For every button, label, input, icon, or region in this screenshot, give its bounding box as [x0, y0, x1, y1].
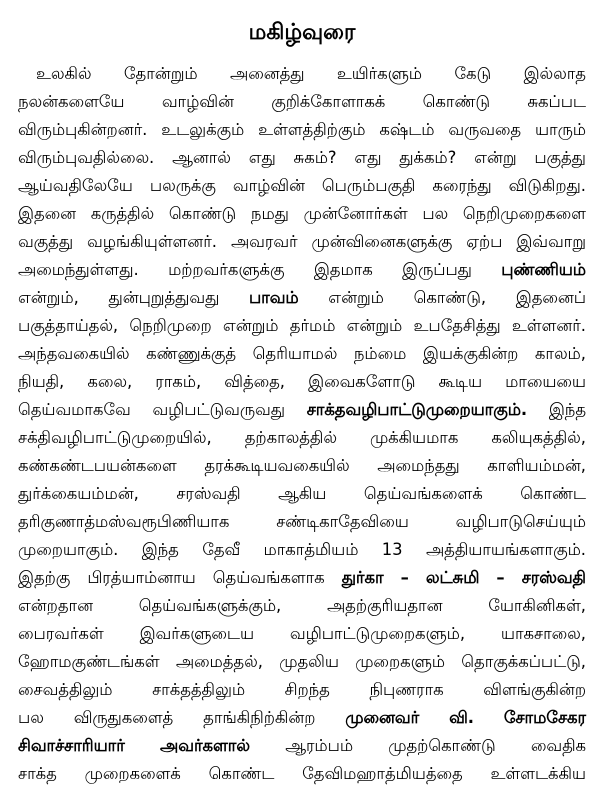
- word: தற்காலத்தில்: [244, 428, 337, 447]
- word: துர்க்கையம்மன்,: [18, 484, 139, 503]
- word: சாக்தத்திலும்: [152, 680, 246, 699]
- word: இந்த: [141, 540, 179, 559]
- word: சண்டிகாதேவியை: [276, 512, 409, 531]
- word: எது: [248, 148, 276, 167]
- word: இயக்குகின்ற: [422, 344, 519, 363]
- word: கலை,: [87, 372, 133, 391]
- word: வித்தை,: [224, 372, 286, 391]
- word: மாயையை: [505, 372, 586, 391]
- word: நலன்களையே: [18, 92, 125, 111]
- word: சிறந்த: [284, 680, 330, 699]
- word: பிரத்யாம்னாய: [87, 568, 196, 587]
- word: முன்னோர்கள்: [303, 204, 408, 223]
- text-line: [18, 256, 586, 284]
- word: தாங்கிநிற்கின்ற: [203, 708, 316, 727]
- word: தேவிமஹாத்மியத்தை: [302, 764, 463, 783]
- text-line: [18, 116, 586, 144]
- word: காளியம்மன்,: [487, 456, 586, 475]
- word: கரைந்து: [432, 176, 492, 195]
- word: அத்தியாயங்களாகும்.: [425, 540, 586, 559]
- word: ஏற்ப: [466, 232, 503, 251]
- word: என்றதான: [18, 596, 93, 615]
- word: உள்ளத்திற்கும்: [258, 120, 366, 139]
- text-line: [18, 592, 586, 620]
- word: கொண்ட: [520, 484, 586, 503]
- word: கண்ணுக்குத்: [146, 344, 237, 363]
- bold-word: சிவாச்சாரியார்: [18, 736, 125, 755]
- word: முறைகளைக்: [84, 764, 181, 783]
- bold-word: முனைவர்: [345, 708, 420, 727]
- word: உபதேசித்து: [413, 316, 501, 335]
- text-line: [18, 60, 586, 88]
- word: உடலுக்கும்: [161, 120, 245, 139]
- text-line: [18, 508, 586, 536]
- word: யாகசாலை,: [500, 624, 586, 643]
- text-line: [18, 312, 586, 340]
- word: பலருக்கு: [149, 176, 216, 195]
- word: துக்கம்?: [399, 148, 457, 167]
- word: வழிபட்டுவருவது: [152, 400, 285, 419]
- text-line: [18, 732, 586, 760]
- word: முதலிய: [279, 652, 339, 671]
- word: ஆரம்பம்: [285, 736, 354, 755]
- word: தெய்வங்களைக்: [363, 484, 483, 503]
- word: ஆய்வதிலேயே: [18, 176, 133, 195]
- word: பெரும்பகுதி: [321, 176, 416, 195]
- word: தோன்றும்: [123, 64, 198, 83]
- word: இதனை: [18, 204, 77, 223]
- text-line: [18, 200, 586, 228]
- bold-word: பாவம்: [248, 288, 299, 307]
- text-line: [18, 452, 586, 480]
- word: தெரியாமல்: [252, 344, 338, 363]
- word: பைரவர்கள்: [18, 624, 104, 643]
- word: துன்புறுத்துவது: [108, 288, 220, 307]
- word: விளங்குகின்ற: [483, 680, 586, 699]
- word: வகுத்து: [18, 232, 74, 251]
- word: ஹோமகுண்டங்கள்: [18, 652, 160, 671]
- bold-word: லட்சுமி: [425, 568, 480, 587]
- word: நம்மை: [353, 344, 407, 363]
- word: சைவத்திலும்: [18, 680, 113, 699]
- word: தெய்வங்களுக்கும்,: [138, 596, 282, 615]
- text-line: [18, 340, 586, 368]
- word: கொண்டு: [422, 92, 490, 111]
- word: அமைத்தல்,: [175, 652, 263, 671]
- word: ஆனால்: [172, 148, 231, 167]
- word: சுகம்?: [293, 148, 337, 167]
- text-line: [18, 228, 586, 256]
- word: இதமாக: [313, 260, 373, 279]
- word: என்று: [474, 148, 517, 167]
- word: விரும்புகின்றனர்.: [18, 120, 148, 139]
- word: உள்ளடக்கிய: [490, 764, 586, 783]
- word: மாகாத்மியம்: [263, 540, 359, 559]
- bold-word: வி.: [449, 708, 474, 727]
- word: அமைந்தது: [377, 456, 460, 475]
- text-line: [18, 144, 586, 172]
- word: இவைகளோடு: [308, 372, 416, 391]
- text-line: [18, 368, 586, 396]
- word: வழிபாட்டுமுறைகளும்,: [289, 624, 466, 643]
- word: அனைத்து: [230, 64, 305, 83]
- word: நெறிமுறை: [129, 316, 212, 335]
- word: வழிபாடுசெய்யும்: [455, 512, 586, 531]
- bold-word: புண்ணியம்: [501, 260, 586, 279]
- word: சக்திவழிபாட்டுமுறையில்,: [18, 428, 212, 447]
- bold-word: சோமசேகர: [503, 708, 586, 727]
- word: குறிக்கோளாகக்: [271, 92, 386, 111]
- word: அமைந்துள்ளது.: [18, 260, 139, 279]
- word: தர்மம்: [289, 316, 336, 335]
- word: முதற்கொண்டு: [388, 736, 496, 755]
- word: முறைகளும்: [355, 652, 445, 671]
- word: வழங்கியுள்ளனர்.: [87, 232, 217, 251]
- bold-word: அவர்களால்: [160, 736, 250, 755]
- word: இவர்களுடைய: [139, 624, 255, 643]
- word: யாரும்: [534, 120, 586, 139]
- word: இருப்பது: [402, 260, 472, 279]
- word: விருதுகளைத்: [73, 708, 174, 727]
- word: 13: [381, 540, 403, 559]
- word: முக்கியமாக: [369, 428, 459, 447]
- word: இதற்கு: [18, 568, 71, 587]
- word: எது: [354, 148, 382, 167]
- word: தரக்கூடியவகையில்: [204, 456, 350, 475]
- text-line: [18, 88, 586, 116]
- word: நெறிமுறைகளை: [462, 204, 586, 223]
- word: இவ்வாறு: [516, 232, 586, 251]
- bold-word: –: [400, 568, 409, 587]
- word: சரஸ்வதி: [176, 484, 241, 503]
- text-line: [18, 648, 586, 676]
- word: தெய்வங்களாக: [212, 568, 325, 587]
- word: இல்லாத: [523, 64, 586, 83]
- word: கண்கண்டபயன்களை: [18, 456, 177, 475]
- text-line: [18, 480, 586, 508]
- word: தொகுக்கப்பட்டு,: [461, 652, 586, 671]
- word: தரிகுணாத்மஸ்வரூபிணியாக: [18, 512, 230, 531]
- word: அதற்குரியதான: [326, 596, 443, 615]
- word: அவரவர்: [230, 232, 298, 251]
- word: காலம்,: [534, 344, 586, 363]
- word: உள்ளனர்.: [511, 316, 586, 335]
- word: உலகில்: [36, 64, 92, 83]
- text-line: [18, 536, 586, 564]
- page-title: மகிழ்வுரை: [248, 20, 356, 45]
- word: விரும்புவதில்லை.: [18, 148, 155, 167]
- word: பகுத்தாய்தல்,: [18, 316, 119, 335]
- word: இந்த: [548, 400, 586, 419]
- word: கேடு: [454, 64, 492, 83]
- word: ஆகிய: [278, 484, 327, 503]
- word: முன்வினைகளுக்கு: [311, 232, 453, 251]
- word: நிபுணராக: [369, 680, 444, 699]
- text-line: [18, 396, 586, 424]
- word: என்றும்,: [18, 288, 79, 307]
- word: சுகப்பட: [527, 92, 586, 111]
- word: இதனைப்: [515, 288, 586, 307]
- word: கூடிய: [438, 372, 483, 391]
- word: அந்தவகையில்: [18, 344, 130, 363]
- word: தெய்வமாகவே: [18, 400, 131, 419]
- text-line: [18, 620, 586, 648]
- word: வருவதை: [448, 120, 522, 139]
- word: கொண்டு: [168, 204, 237, 223]
- word: கலியுகத்தில்,: [491, 428, 586, 447]
- word: வாழ்வின்: [161, 92, 234, 111]
- bold-word: சரஸ்வதி: [521, 568, 586, 587]
- bold-word: சாக்தவழிபாட்டுமுறையாகும்.: [306, 400, 528, 419]
- text-line: [18, 284, 586, 312]
- word: பல: [422, 204, 449, 223]
- word: யோகினிகள்,: [488, 596, 586, 615]
- word: வாழ்வின்: [232, 176, 305, 195]
- word: உயிர்களும்: [336, 64, 422, 83]
- text-line: [18, 704, 586, 732]
- text-line: [18, 564, 586, 592]
- body-paragraph: [18, 60, 586, 788]
- word: வைதிக: [530, 736, 586, 755]
- word: பகுத்து: [534, 148, 586, 167]
- text-line: [18, 676, 586, 704]
- word: சாக்த: [18, 764, 57, 783]
- word: என்றும்: [346, 316, 403, 335]
- word: கருத்தில்: [90, 204, 155, 223]
- word: மற்றவர்களுக்கு: [168, 260, 285, 279]
- word: பல: [18, 708, 44, 727]
- word: என்றும்: [328, 288, 384, 307]
- word: முறையாகும்.: [18, 540, 119, 559]
- text-line: [18, 172, 586, 200]
- word: என்றும்: [222, 316, 279, 335]
- word: கொண்ட: [208, 764, 275, 783]
- word: கஷ்டம்: [379, 120, 435, 139]
- word: நமது: [250, 204, 289, 223]
- word: நியதி,: [18, 372, 65, 391]
- word: தேவீ: [202, 540, 241, 559]
- text-line: [18, 760, 586, 788]
- word: ராகம்,: [155, 372, 202, 391]
- text-line: [18, 424, 586, 452]
- bold-word: துர்கா: [341, 568, 384, 587]
- word: விடுகிறது.: [508, 176, 586, 195]
- word: கொண்டு,: [413, 288, 487, 307]
- bold-word: –: [496, 568, 505, 587]
